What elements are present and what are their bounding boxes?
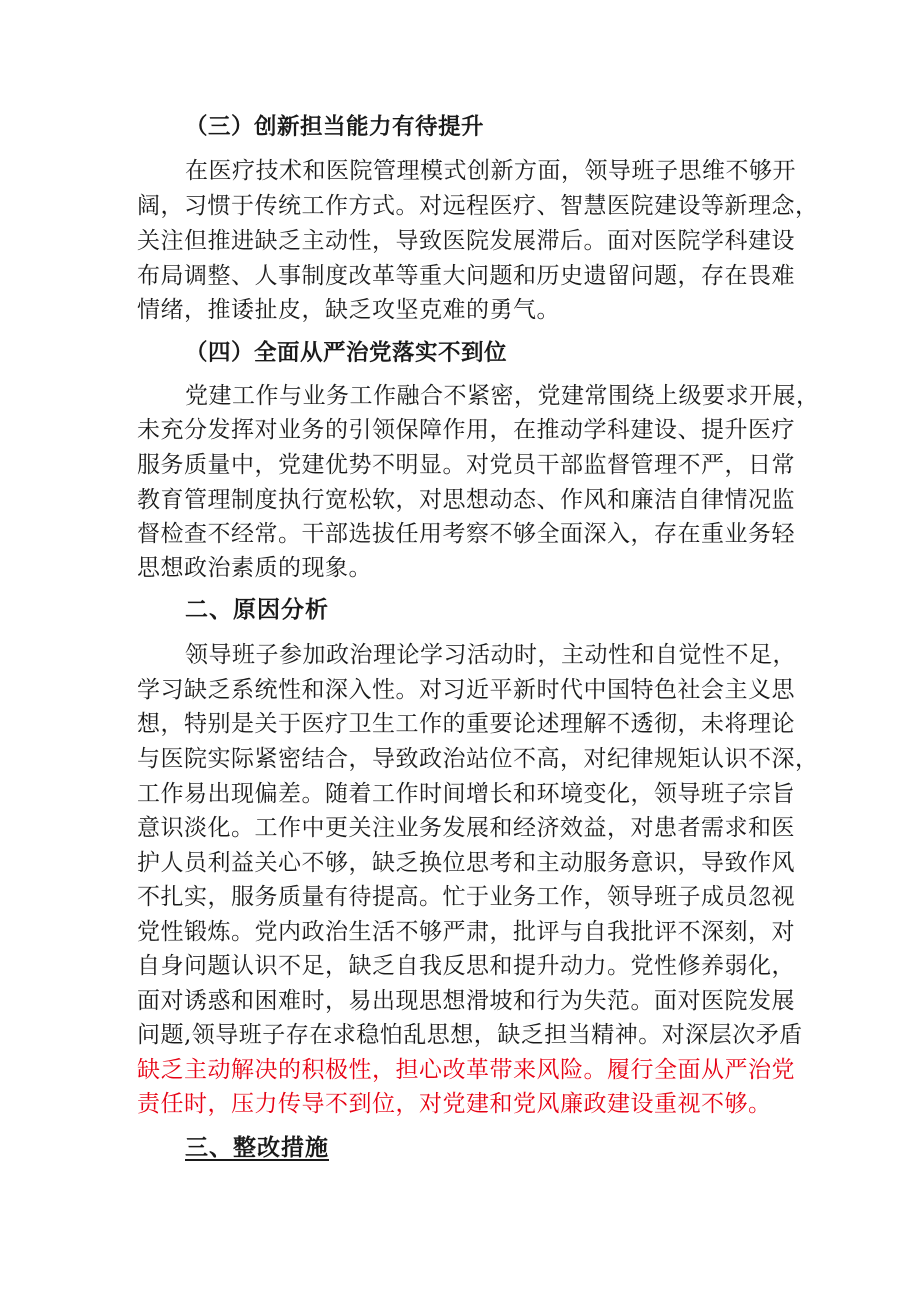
paragraph-line: 与医院实际紧密结合，导致政治站位不高，对纪律规矩认识不深， <box>137 746 819 772</box>
paragraph-line: 关注但推进缺乏主动性，导致医院发展滞后。面对医院学科建设 <box>137 228 795 254</box>
paragraph-line: 学习缺乏系统性和深入性。对习近平新时代中国特色社会主义思 <box>137 677 795 703</box>
paragraph-line: 督检查不经常。干部选拔任用考察不够全面深入，存在重业务轻 <box>137 521 795 547</box>
paragraph-line: 未充分发挥对业务的引领保障作用，在推动学科建设、提升医疗 <box>137 417 795 443</box>
paragraph-line: 布局调整、人事制度改革等重大问题和历史遗留问题，存在畏难 <box>137 263 795 289</box>
part2-heading: 二、原因分析 <box>185 596 329 623</box>
paragraph-line: 面对诱惑和困难时，易出现思想滑坡和行为失范。面对医院发展 <box>137 988 795 1014</box>
paragraph-line: 想，特别是关于医疗卫生工作的重要论述理解不透彻，未将理论 <box>137 711 795 737</box>
highlighted-line: 缺乏主动解决的积极性，担心改革带来风险。履行全面从严治党 <box>137 1057 795 1083</box>
section3-heading: （三）创新担当能力有待提升 <box>185 114 485 140</box>
part3-heading: 三、整改措施 <box>185 1134 329 1161</box>
paragraph-line: 意识淡化。工作中更关注业务发展和经济效益，对患者需求和医 <box>137 815 795 841</box>
highlighted-line: 责任时，压力传导不到位，对党建和党风廉政建设重视不够。 <box>137 1091 772 1117</box>
paragraph-line: 思想政治素质的现象。 <box>137 555 372 581</box>
paragraph-line: 情绪，推诿扯皮，缺乏攻坚克难的勇气。 <box>137 297 560 323</box>
paragraph-line: 工作易出现偏差。随着工作时间增长和环境变化，领导班子宗旨 <box>137 781 795 807</box>
paragraph-line: 领导班子参加政治理论学习活动时，主动性和自觉性不足， <box>185 642 796 668</box>
paragraph-line: 护人员利益关心不够，缺乏换位思考和主动服务意识，导致作风 <box>137 850 795 876</box>
section4-heading: （四）全面从严治党落实不到位 <box>185 340 508 366</box>
paragraph-line: 不扎实，服务质量有待提高。忙于业务工作，领导班子成员忽视 <box>137 884 795 910</box>
paragraph-line: 自身问题认识不足，缺乏自我反思和提升动力。党性修养弱化， <box>137 953 795 979</box>
paragraph-line: 党建工作与业务工作融合不紧密，党建常围绕上级要求开展， <box>185 383 820 409</box>
paragraph-line: 问题,领导班子存在求稳怕乱思想，缺乏担当精神。对深层次矛盾 <box>137 1022 803 1048</box>
paragraph-line: 党性锻炼。党内政治生活不够严肃，批评与自我批评不深刻，对 <box>137 919 795 945</box>
paragraph-line: 在医疗技术和医院管理模式创新方面，领导班子思维不够开 <box>185 158 796 184</box>
paragraph-line: 阔，习惯于传统工作方式。对远程医疗、智慧医院建设等新理念， <box>137 193 819 219</box>
paragraph-line: 教育管理制度执行宽松软，对思想动态、作风和廉洁自律情况监 <box>137 487 795 513</box>
paragraph-line: 服务质量中，党建优势不明显。对党员干部监督管理不严，日常 <box>137 452 795 478</box>
